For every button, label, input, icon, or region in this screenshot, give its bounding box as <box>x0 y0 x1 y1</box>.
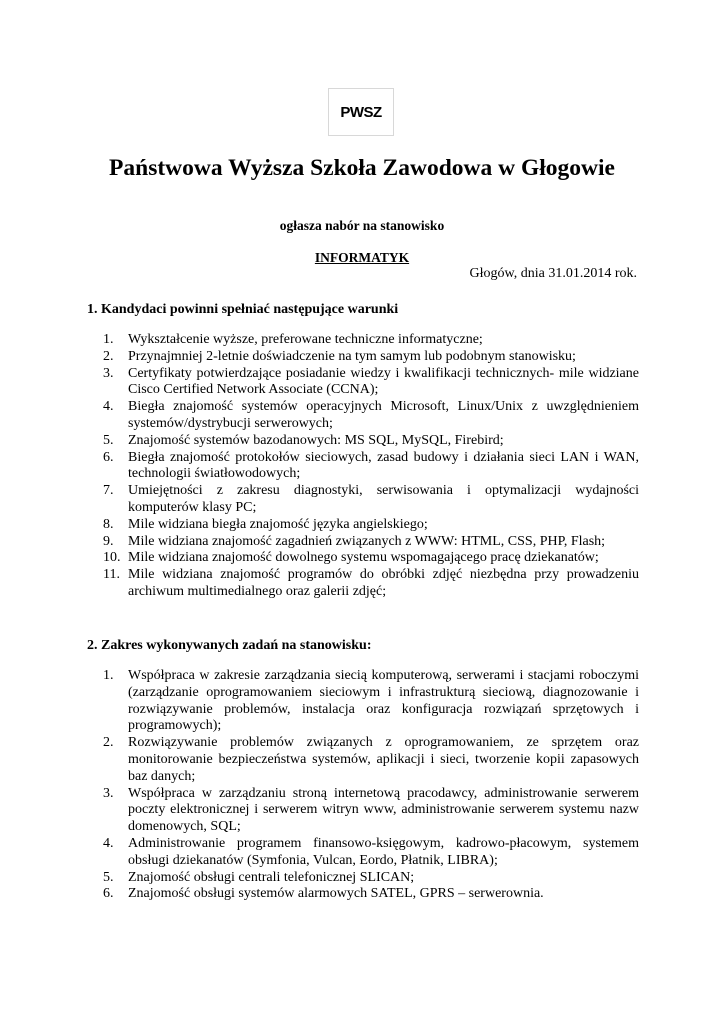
item-number: 1. <box>103 332 114 347</box>
announcement-text: ogłasza nabór na stanowisko <box>279 218 445 233</box>
requirement-item <box>103 550 639 567</box>
document-date: Głogów, dnia 31.01.2014 rok. <box>469 266 637 281</box>
requirements-list <box>103 332 639 601</box>
task-item <box>103 870 639 887</box>
task-item <box>103 836 639 870</box>
item-text: Wykształcenie wyższe, preferowane techniczne informatyczne; <box>128 332 483 347</box>
requirements-heading: 1. Kandydaci powinni spełniać następujące warunki <box>87 302 399 317</box>
item-text: Znajomość obsługi centrali telefonicznej SLICAN; <box>128 869 415 885</box>
item-text: Znajomość systemów bazodanowych: MS SQL, MySQL, Firebird; <box>128 432 504 448</box>
requirement-item <box>103 483 639 517</box>
item-number: 3. <box>103 365 114 381</box>
item-number: 7. <box>103 483 114 499</box>
item-number: 11. <box>103 567 120 583</box>
item-text: Mile widziana znajomość dowolnego systemu wspomagającego pracę dziekanatów; <box>128 550 599 566</box>
item-number: 3. <box>103 785 114 801</box>
item-number: 2. <box>103 735 114 751</box>
item-text: Biegła znajomość systemów operacyjnych Microsoft, Linux/Unix z uwzględnieniem systemów/dystrybucji serwerowych; <box>128 399 639 431</box>
requirement-item <box>103 366 639 400</box>
item-text: Rozwiązywanie problemów związanych z oprogramowaniem, ze sprzętem oraz monitorowanie bezpieczeństwa systemów, aplikacji i sieci, tworzenie kopii zapasowych baz danych; <box>128 735 639 784</box>
requirement-item <box>103 450 639 484</box>
item-number: 10. <box>103 550 121 566</box>
item-text: Administrowanie programem finansowo-księgowym, kadrowo-płacowym, systemem obsługi dziekanatów (Symfonia, Vulcan, Eordo, Płatnik, LIBRA); <box>128 835 639 868</box>
requirement-item <box>103 534 639 551</box>
item-number: 9. <box>103 533 114 549</box>
item-text: Mile widziana biegła znajomość języka angielskiego; <box>128 516 428 532</box>
item-text: Współpraca w zarządzaniu stroną internetową pracodawcy, administrowanie serwerem poczty elektronicznej i serwerem witryn www, administrowanie serwerem systemu nazw domenowych, SQL; <box>128 785 639 835</box>
item-text: Umiejętności z zakresu diagnostyki, serwisowania i optymalizacji wydajności komputerów klasy PC; <box>128 483 639 515</box>
requirement-item <box>103 567 639 601</box>
institution-title: Państwowa Wyższa Szkoła Zawodowa w Głogowie <box>109 155 615 181</box>
item-text: Biegła znajomość protokołów sieciowych, zasad budowy i działania sieci LAN i WAN, technologii światłowodowych; <box>128 449 639 482</box>
item-number: 2. <box>103 348 114 364</box>
position-title: INFORMATYK <box>314 250 410 265</box>
task-item <box>103 886 639 903</box>
item-text: Znajomość obsługi systemów alarmowych SATEL, GPRS – serwerownia. <box>128 886 544 902</box>
item-text: Przynajmniej 2-letnie doświadczenie na tym samym lub podobnym stanowisku; <box>128 348 576 364</box>
item-number: 4. <box>103 835 114 851</box>
item-text: Certyfikaty potwierdzające posiadanie wiedzy i kwalifikacji technicznych- mile widziane Cisco Certified Network Associate (CCNA); <box>128 365 639 398</box>
tasks-heading: 2. Zakres wykonywanych zadań na stanowisku: <box>87 638 372 653</box>
item-number: 5. <box>103 432 114 448</box>
requirement-item <box>103 332 639 349</box>
pwsz-logo <box>328 88 394 136</box>
requirement-item <box>103 349 639 366</box>
item-number: 5. <box>103 869 114 885</box>
item-text: Współpraca w zakresie zarządzania siecią komputerową, serwerami i stacjami roboczymi (zarządzanie oprogramowaniem sieciowym i infrastrukturą sieciową, diagnozowanie i rozwiązywanie problemów, instalacja oraz konfiguracja rozwiązań sprzętowych i programowych); <box>128 668 639 734</box>
requirement-item <box>103 399 639 433</box>
item-text: Mile widziana znajomość zagadnień związanych z WWW: HTML, CSS, PHP, Flash; <box>128 533 606 549</box>
item-number: 6. <box>103 886 114 902</box>
item-number: 1. <box>103 668 114 683</box>
requirement-item <box>103 433 639 450</box>
tasks-list <box>103 668 639 903</box>
item-number: 8. <box>103 516 114 532</box>
requirement-item <box>103 517 639 534</box>
item-text: Mile widziana znajomość programów do obróbki zdjęć niezbędna przy prowadzeniu archiwum multimedialnego oraz galerii zdjęć; <box>128 567 639 599</box>
item-number: 4. <box>103 399 114 415</box>
logo-text: PWSZ <box>340 103 382 121</box>
task-item <box>103 668 639 735</box>
task-item <box>103 735 639 785</box>
task-item <box>103 786 639 836</box>
item-number: 6. <box>103 449 114 465</box>
